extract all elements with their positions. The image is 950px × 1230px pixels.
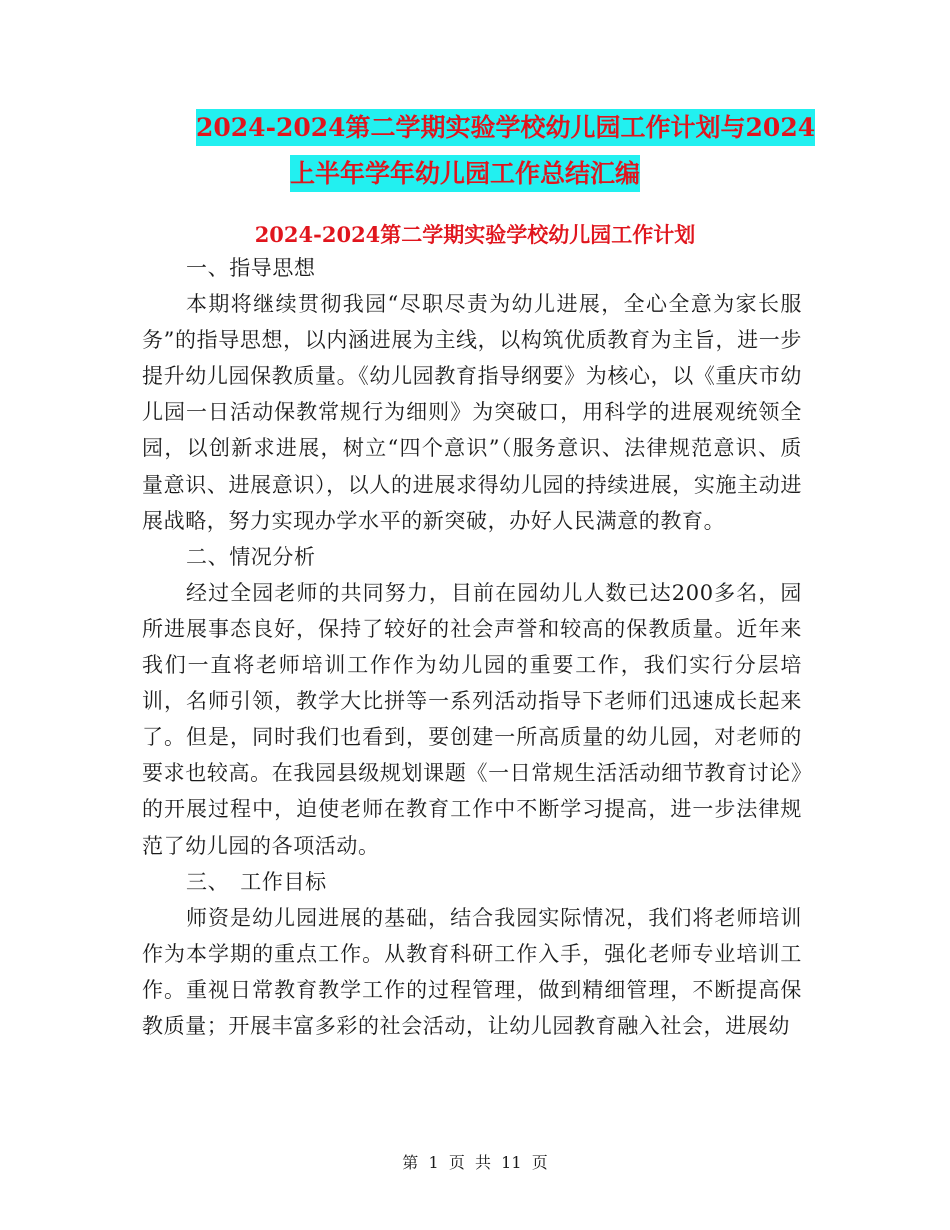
title-highlight-1: 2024-2024第二学期实验学校幼儿园工作计划与2024 (196, 109, 815, 146)
section-heading-guiding-thought: 一、指导思想 (186, 256, 316, 280)
section-heading-situation-analysis: 二、情况分析 (186, 544, 316, 569)
title-highlight-2: 上半年学年幼儿园工作总结汇编 (290, 155, 640, 192)
paragraph-work-goals: 师资是幼儿园进展的基础，结合我园实际情况，我们将老师培训作为本学期的重点工作。从教育科研工作入手，强化老师专业培训工作。重视日常教育教学工作的过程管理，做到精细管理，不断提高保教质量；开展丰富多彩的社会活动，让幼儿园教育融入社会，进展幼 (142, 905, 802, 1038)
title-line-1 (196, 104, 815, 152)
paragraph-guiding-thought: 本期将继续贯彻我园“尽职尽责为幼儿进展，全心全意为家长服务”的指导思想，以内涵进展为主线，以构筑优质教育为主旨，进一步提升幼儿园保教质量。《幼儿园教育指导纲要》为核心，以《重庆市幼儿园一日活动保教常规行为细则》为突破口，用科学的进展观统领全园，以创新求进展，树立“四个意识”（服务意识、法律规范意识、质量意识、进展意识），以人的进展求得幼儿园的持续进展，实施主动进展战略，努力实现办学水平的新突破，办好人民满意的教育。 (142, 292, 802, 533)
paragraph-situation-analysis: 经过全园老师的共同努力，目前在园幼儿人数已达200多名，园所进展事态良好，保持了较好的社会声誉和较高的保教质量。近年来我们一直将老师培训工作作为幼儿园的重要工作，我们实行分层培训，名师引领，教学大比拼等一系列活动指导下老师们迅速成长起来了。但是，同时我们也看到，要创建一所高质量的幼儿园，对老师的要求也较高。在我园县级规划课题《一日常规生活活动细节教育讨论》的开展过程中，迫使老师在教育工作中不断学习提高，进一步法律规范了幼儿园的各项活动。 (142, 580, 802, 858)
section-subtitle: 2024-2024第二学期实验学校幼儿园工作计划 (254, 222, 696, 247)
document-body (142, 250, 802, 1044)
page-number-footer: 第 1 页 共 11 页 (402, 1153, 548, 1172)
section-heading-work-goals: 三、 工作目标 (186, 869, 327, 894)
title-line-2 (290, 150, 640, 198)
